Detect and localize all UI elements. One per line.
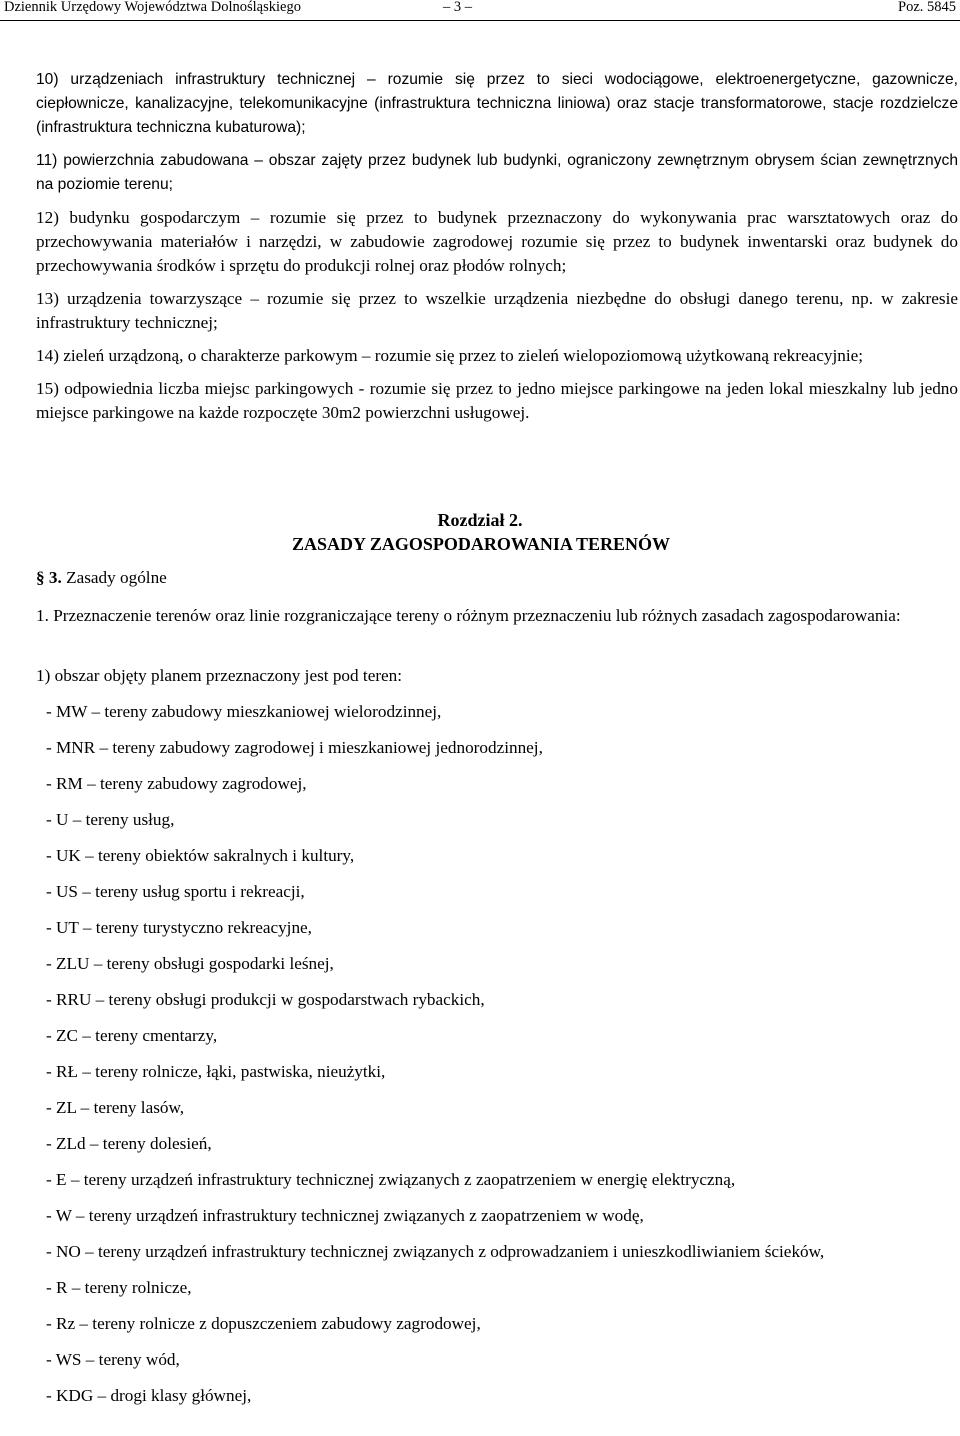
running-header <box>0 0 960 21</box>
chapter-title: ZASADY ZAGOSPODAROWANIA TERENÓW <box>291 534 671 554</box>
list-item: - ZLd – tereny dolesień, <box>46 1134 212 1153</box>
chapter-number: Rozdział 2. <box>437 510 523 530</box>
list-item: - MNR – tereny zabudowy zagrodowej i mieszkaniowej jednorodzinnej, <box>46 738 543 757</box>
definitions-list <box>36 68 958 434</box>
journal-title: Dziennik Urzędowy Województwa Dolnośląskiego <box>4 0 301 15</box>
list-item: - Rz – tereny rolnicze z dopuszczeniem zabudowy zagrodowej, <box>46 1314 481 1333</box>
section-heading <box>36 566 167 590</box>
definition-item: 10) urządzeniach infrastruktury technicznej – rozumie się przez to sieci wodociągowe, elektroenergetyczne, gazownicze, ciepłownicze, kanalizacyjne, telekomunikacyjne (infrastruktura techniczna liniowa) oraz stacje transformatorowe, stacje rozdzielcze (infrastruktura techniczna kubaturowa); <box>36 71 958 136</box>
list-item: - RŁ – tereny rolnicze, łąki, pastwiska, nieużytki, <box>46 1062 386 1081</box>
list-item: - US – tereny usług sportu i rekreacji, <box>46 882 305 901</box>
list-item: - NO – tereny urządzeń infrastruktury technicznej związanych z odprowadzaniem i unieszkodliwianiem ścieków, <box>46 1242 825 1261</box>
list-item: - R – tereny rolnicze, <box>46 1278 192 1297</box>
definition-item: 12) budynku gospodarczym – rozumie się przez to budynek przeznaczony do wykonywania prac warsztatowych oraz do przechowywania materiałów i narzędzi, w zabudowie zagrodowej rozumie się przez to budynek inwentarski oraz budynek do przechowywania środków i sprzętu do produkcji rolnej oraz płodów rolnych; <box>36 208 958 275</box>
definition-item: 13) urządzenia towarzyszące – rozumie się przez to wszelkie urządzenia niezbędne do obsługi danego terenu, np. w zakresie infrastruktury technicznej; <box>36 289 958 332</box>
page-number: – 3 – <box>443 0 472 15</box>
list-item: - E – tereny urządzeń infrastruktury technicznej związanych z zaopatrzeniem w energię elektryczną, <box>46 1170 736 1189</box>
list-item: - RRU – tereny obsługi produkcji w gospodarstwach rybackich, <box>46 990 485 1009</box>
list-item: - U – tereny usług, <box>46 810 175 829</box>
section-title: Zasady ogólne <box>66 568 167 587</box>
list-item: - WS – tereny wód, <box>46 1350 180 1369</box>
list-item: - W – tereny urządzeń infrastruktury technicznej związanych z zaopatrzeniem w wodę, <box>46 1206 644 1225</box>
definition-item: 14) zieleń urządzoną, o charakterze parkowym – rozumie się przez to zieleń wielopoziomową użytkowaną rekreacyjnie; <box>36 346 864 365</box>
paragraph-1: 1. Przeznaczenie terenów oraz linie rozgraniczające tereny o różnym przeznaczeniu lub różnych zasadach zagospodarowania: <box>36 606 901 625</box>
list-item: - RM – tereny zabudowy zagrodowej, <box>46 774 307 793</box>
chapter-heading <box>0 508 960 556</box>
position-number: Poz. 5845 <box>898 0 956 15</box>
list-item: - MW – tereny zabudowy mieszkaniowej wielorodzinnej, <box>46 702 442 721</box>
list-item: - UT – tereny turystyczno rekreacyjne, <box>46 918 312 937</box>
item-1: 1) obszar objęty planem przeznaczony jest pod teren: <box>36 666 403 685</box>
list-item: - ZC – tereny cmentarzy, <box>46 1026 218 1045</box>
zones-list <box>46 700 958 1420</box>
list-item: - KDG – drogi klasy głównej, <box>46 1386 252 1405</box>
list-item: - ZL – tereny lasów, <box>46 1098 185 1117</box>
definition-item: 15) odpowiednia liczba miejsc parkingowych - rozumie się przez to jedno miejsce parkingowe na jeden lokal mieszkalny lub jedno miejsce parkingowe na każde rozpoczęte 30m2 powierzchni usługowej. <box>36 379 958 422</box>
list-item: - ZLU – tereny obsługi gospodarki leśnej, <box>46 954 334 973</box>
definition-item: 11) powierzchnia zabudowana – obszar zajęty przez budynek lub budynki, ograniczony zewnętrznym obrysem ścian zewnętrznych na poziomie terenu; <box>36 152 958 193</box>
section-number: § 3. <box>36 568 62 587</box>
list-item: - UK – tereny obiektów sakralnych i kultury, <box>46 846 355 865</box>
